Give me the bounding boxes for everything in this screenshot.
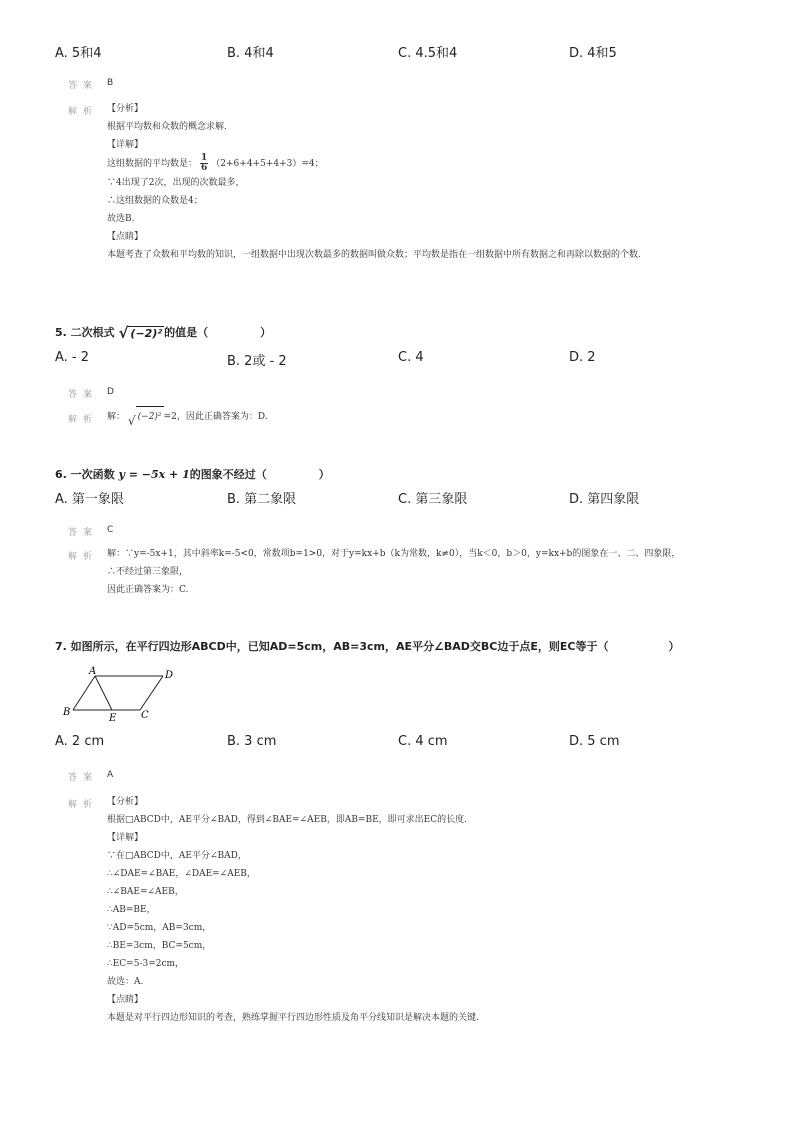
explanation-line: 因此正确答案为：C. [107,585,189,595]
vertex-label-d: D [165,670,174,681]
q5-answer-label: 答案 [68,390,99,400]
q4-options [0,42,794,62]
mean-fraction: $\frac{1}{6}$ [201,153,208,173]
q6-answer: C [107,525,114,535]
explanation-line: ∴AB=BE， [107,905,156,915]
explanation-line: ∴BE=3cm，BC=5cm， [107,941,212,951]
q7-explanation-label: 解析 [68,800,99,810]
explanation-line: 【详解】 [107,833,144,843]
explanation-line: 根据□ABCD中，AE平分∠BAD，得到∠BAE=∠AEB，即AB=BE，即可求出EC的长度. [107,815,467,825]
explanation-line: 故选：A. [107,977,144,987]
side-cd [140,676,163,710]
q5-option-d: D. 2 [569,350,596,365]
q5-option-b: B. 2或 - 2 [227,354,287,369]
explanation-line: ∴不经过第三象限， [107,567,189,577]
q4-answer: B [107,78,114,88]
q4-explanation [107,100,727,264]
mean-line: 这组数据的平均数是： $\frac{1}{6}$ （2+6+4+5+4+3）=4； [107,153,324,173]
detail-line: ∴这组数据的众数是4； [107,196,203,206]
q5-answer: D [107,387,114,397]
q7-explanation [107,793,727,1027]
q5-explanation: 解： √ (−2)² =2，因此正确答案为：D. [107,406,727,427]
q5-explanation-label: 解析 [68,415,99,425]
comment-text: 本题考查了众数和平均数的知识，一组数据中出现次数最多的数据叫做众数；平均数是指在一组数据中所有数据之和再除以数据的个数. [107,250,641,260]
q6-option-a: A. 第一象限 [55,492,124,507]
q4-option-c: C. 4.5和4 [398,46,458,61]
q4-option-a: A. 5和4 [55,46,102,61]
q7-stem: 7. 如图所示，在平行四边形ABCD中，已知AD=5cm，AB=3cm，AE平分∠BAD交BC边于点E，则EC等于（ ） [55,640,680,653]
explanation-line: 【分析】 [107,797,144,807]
explanation-line: ∴EC=5-3=2cm， [107,959,185,969]
q6-option-b: B. 第二象限 [227,492,297,507]
square-root-expression: √ (−2)² [128,406,164,427]
detail-heading: 【详解】 [107,140,144,150]
q5-options [0,350,794,370]
q6-options [0,488,794,508]
q5-option-a: A. - 2 [55,350,90,365]
linear-function-formula: y = −5x + 1 [118,468,190,481]
explanation-line: ∴∠BAE=∠AEB， [107,887,184,897]
q7-answer-label: 答案 [68,773,99,783]
q4-option-b: B. 4和4 [227,46,274,61]
q7-option-b: B. 3 cm [227,734,277,749]
vertex-label-b: B [63,707,71,718]
q6-option-d: D. 第四象限 [569,492,640,507]
explanation-line: ∴∠DAE=∠BAE，∠DAE=∠AEB， [107,869,256,879]
explanation-line: ∵AD=5cm，AB=3cm， [107,923,212,933]
analysis-heading: 【分析】 [107,104,144,114]
q5-option-c: C. 4 [398,350,424,365]
detail-line: ∵4出现了2次，出现的次数最多， [107,178,245,188]
q6-explanation-label: 解析 [68,552,99,562]
q7-option-d: D. 5 cm [569,734,620,749]
segment-ae [95,676,112,710]
vertex-label-e: E [109,713,117,722]
parallelogram-figure [60,664,180,722]
comment-heading: 【点睛】 [107,232,144,242]
explanation-line: ∵在□ABCD中，AE平分∠BAD， [107,851,247,861]
analysis-text: 根据平均数和众数的概念求解. [107,122,227,132]
q6-option-c: C. 第三象限 [398,492,468,507]
explanation-line: 本题是对平行四边形知识的考查，熟练掌握平行四边形性质及角平分线知识是解决本题的关键. [107,1013,479,1023]
q7-answer: A [107,770,114,780]
q4-answer-label: 答案 [68,81,99,91]
q4-explanation-label: 解析 [68,107,99,117]
q7-option-c: C. 4 cm [398,734,448,749]
detail-line: 故选B. [107,214,135,224]
square-root-expression: √ (−2)² [118,323,163,342]
q4-option-d: D. 4和5 [569,46,617,61]
q6-stem: 6. 一次函数 y = −5x + 1的图象不经过（ ） [55,468,330,481]
q5-stem: 5. 二次根式 √ (−2)² 的值是（ ） [55,323,272,342]
vertex-label-a: A [89,666,97,677]
q7-option-a: A. 2 cm [55,734,105,749]
explanation-line: 解：∵y=-5x+1，其中斜率k=-5<0，常数项b=1>0，对于y=kx+b（k为常数，k≠0），当k＜0，b＞0，y=kx+b的图象在一、二、四象限， [107,549,681,559]
q7-options [0,734,794,754]
side-ab [73,676,95,710]
explanation-line: 【点睛】 [107,995,144,1005]
q6-answer-label: 答案 [68,528,99,538]
vertex-label-c: C [141,710,149,721]
q6-explanation [107,545,747,599]
